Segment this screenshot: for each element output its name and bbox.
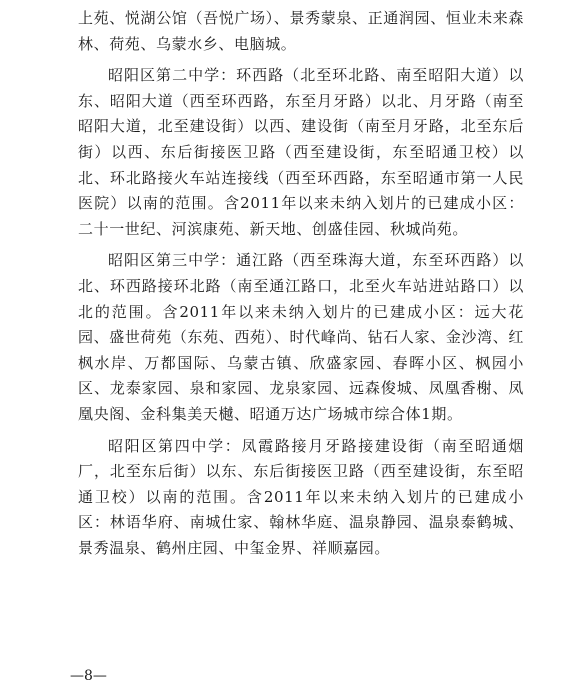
paragraph-school-4: 昭阳区第四中学：凤霞路接月牙路接建设街（南至昭通烟厂，北至东后街）以东、东后街接医卫路（西至建设街，东至昭通卫校）以南的范围。含2011年以来未纳入划片的已建成小区：林语华府、南城仕家、翰林华庭、温泉静园、温泉泰鹤城、景秀温泉、鹤州庄园、中玺金界、祥顺嘉园。 bbox=[78, 436, 524, 557]
paragraph-school-2: 昭阳区第二中学：环西路（北至环北路、南至昭阳大道）以东、昭阳大道（西至环西路，东至月牙路）以北、月牙路（南至昭阳大道，北至建设街）以西、建设街（南至月牙路，北至东后街）以西、东后街接医卫路（西至建设街，东至昭通卫校）以北、环北路接火车站连接线（西至环西路，东至昭通市第一人民医院）以南的范围。含2011年以来未纳入划片的已建成小区：二十一世纪、河滨康苑、新天地、创盛佳园、秋城尚苑。 bbox=[78, 66, 524, 238]
paragraph-school-3: 昭阳区第三中学：通江路（西至珠海大道，东至环西路）以北、环西路接环北路（南至通江路口，北至火车站进站路口）以北的范围。含2011年以来未纳入划片的已建成小区：远大花园、盛世荷苑（东苑、西苑）、时代峰尚、钻石人家、金沙湾、红枫水岸、万都国际、乌蒙古镇、欣盛家园、春晖小区、枫园小区、龙泰家园、泉和家园、龙泉家园、远森俊城、凤凰香榭、凤凰央阁、金科集美天樾、昭通万达广场城市综合体1期。 bbox=[78, 251, 524, 423]
document-body bbox=[78, 6, 524, 567]
page-number: —8— bbox=[70, 668, 107, 684]
paragraph-continuation: 上苑、悦湖公馆（吾悦广场）、景秀蒙泉、正通润园、恒业未来森林、荷苑、乌蒙水乡、电脑城。 bbox=[78, 9, 524, 53]
